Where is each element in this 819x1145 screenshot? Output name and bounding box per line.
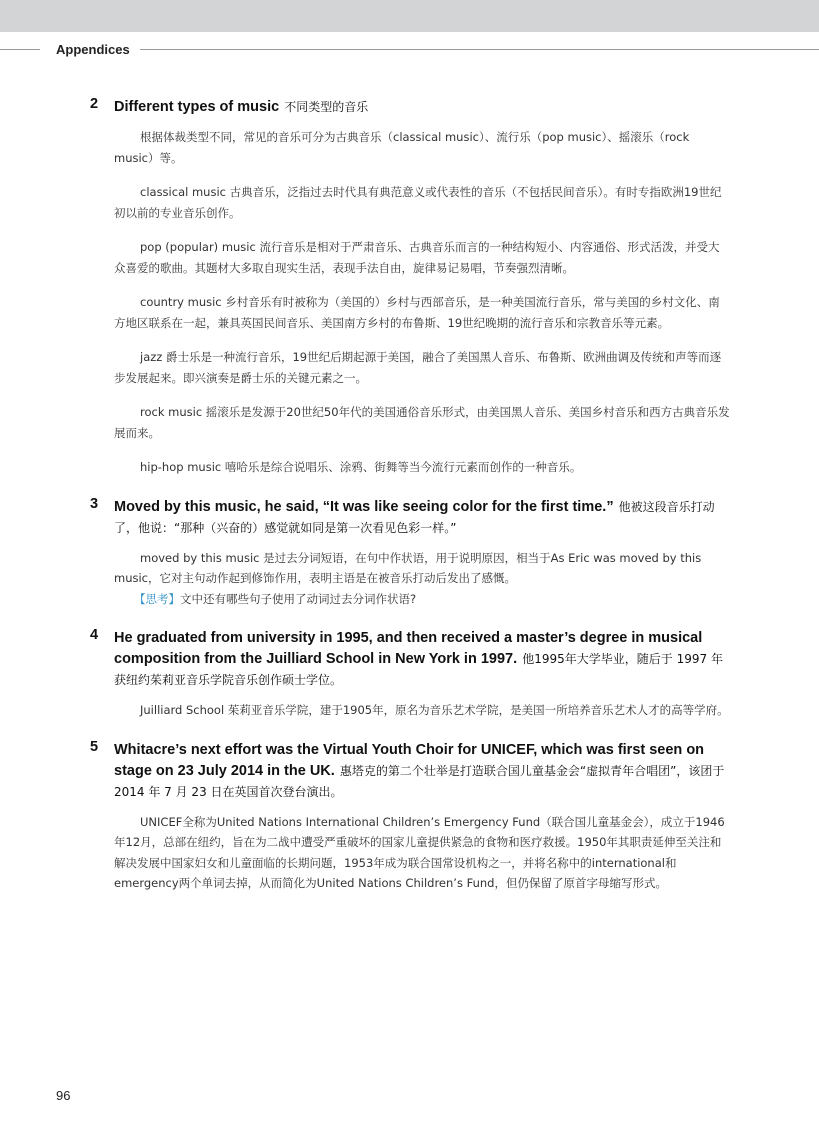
paragraph: jazz 爵士乐是一种流行音乐，19世纪后期起源于美国，融合了美国黑人音乐、布鲁斯、欧洲曲调及传统和声等而逐步发展起来。即兴演奏是爵士乐的关键元素之一。 <box>114 350 722 385</box>
paragraph: moved by this music 是过去分词短语，在句中作状语，用于说明原因，相当于As Eric was moved by this music，它对主句动作起到修饰作用，表明主语是在被音乐打动后发出了感慨。 <box>114 550 702 585</box>
think-label: 【思考】 <box>134 591 180 606</box>
section-title-cn: 他被这段音乐打动了，他说：“那种（兴奋的）感觉就如同是第一次看见色彩一样。” <box>114 499 715 535</box>
header-rule-left <box>0 49 40 50</box>
section-title-cn: 惠塔克的第二个壮举是打造联合国儿童基金会“虚拟青年合唱团”，该团于 2014 年 7 月 23 日在英国首次登台演出。 <box>114 763 725 799</box>
paragraph: rock music 摇滚乐是发源于20世纪50年代的美国通俗音乐形式，由美国黑人音乐、美国乡村音乐和西方古典音乐发展而来。 <box>114 405 730 440</box>
paragraph: pop (popular) music 流行音乐是相对于严肃音乐、古典音乐而言的一种结构短小、内容通俗、形式活泼，并受大众喜爱的歌曲。其题材大多取自现实生活，表现手法自由，旋律易记易唱，节奏强烈清晰。 <box>114 240 720 275</box>
section-title-en: Moved by this music, he said, “It was like seeing color for the first time.” <box>114 498 614 515</box>
section-title-cn: 不同类型的音乐 <box>284 100 369 114</box>
paragraph: 根据体裁类型不同，常见的音乐可分为古典音乐（classical music）、流行乐（pop music）、摇滚乐（rock music）等。 <box>114 130 690 165</box>
section-number: 2 <box>90 96 99 112</box>
section-number: 3 <box>90 495 99 512</box>
section-2 <box>90 96 730 478</box>
header-rule-right <box>140 49 819 50</box>
section-title-cn: 他1995年大学毕业，随后于 1997 年获纽约茱莉亚音乐学院音乐创作硕士学位。 <box>114 652 723 687</box>
section-heading <box>90 627 730 690</box>
section-title-en: He graduated from university in 1995, and then received a master’s degree in musical composition from the Juilliard School in New York in 1997. <box>114 630 703 667</box>
paragraph: country music 乡村音乐有时被称为（美国的）乡村与西部音乐，是一种美国流行音乐，常与美国的乡村文化、南方地区联系在一起，兼具英国民间音乐、美国南方乡村的布鲁斯、19世纪晚期的流行音乐和宗教音乐等元素。 <box>114 295 720 330</box>
think-question <box>90 589 730 610</box>
section-heading <box>90 739 730 802</box>
section-4 <box>90 627 730 721</box>
top-gray-band <box>0 0 819 32</box>
paragraph: hip-hop music 嘻哈乐是综合说唱乐、涂鸦、街舞等当今流行元素而创作的一种音乐。 <box>140 460 582 474</box>
paragraph: Juilliard School 茱莉亚音乐学院，建于1905年，原名为音乐艺术学院，是美国一所培养音乐艺术人才的高等学府。 <box>140 703 729 717</box>
think-text: 文中还有哪些句子使用了动词过去分词作状语? <box>180 591 417 606</box>
section-number: 4 <box>90 627 99 643</box>
running-head: Appendices <box>56 42 130 57</box>
section-3 <box>90 496 730 610</box>
page-content <box>90 96 730 894</box>
section-5 <box>90 739 730 894</box>
section-heading <box>90 496 730 538</box>
section-heading <box>90 96 730 117</box>
section-title-en: Different types of music <box>114 99 280 115</box>
paragraph: UNICEF全称为United Nations International Children’s Emergency Fund（联合国儿童基金会），成立于1946年12月，总部在纽约，旨在为二战中遭受严重破坏的国家儿童提供紧急的食物和医疗救援。1950年其职责延伸至关注和解决发展中国家妇女和儿童面临的长期问题，1953年成为联合国常设机构之一，并将名称中的international和emergency两个单词去掉，从而简化为United Nations Children’s Fund，但仍保留了原首字母缩写形式。 <box>114 814 725 890</box>
paragraph: classical music 古典音乐，泛指过去时代具有典范意义或代表性的音乐（不包括民间音乐）。有时专指欧洲19世纪初以前的专业音乐创作。 <box>114 185 722 220</box>
section-number: 5 <box>90 738 99 755</box>
section-title-en: Whitacre’s next effort was the Virtual Youth Choir for UNICEF, which was first seen on stage on 23 July 2014 in the UK. <box>114 741 705 779</box>
page-number: 96 <box>56 1088 71 1103</box>
